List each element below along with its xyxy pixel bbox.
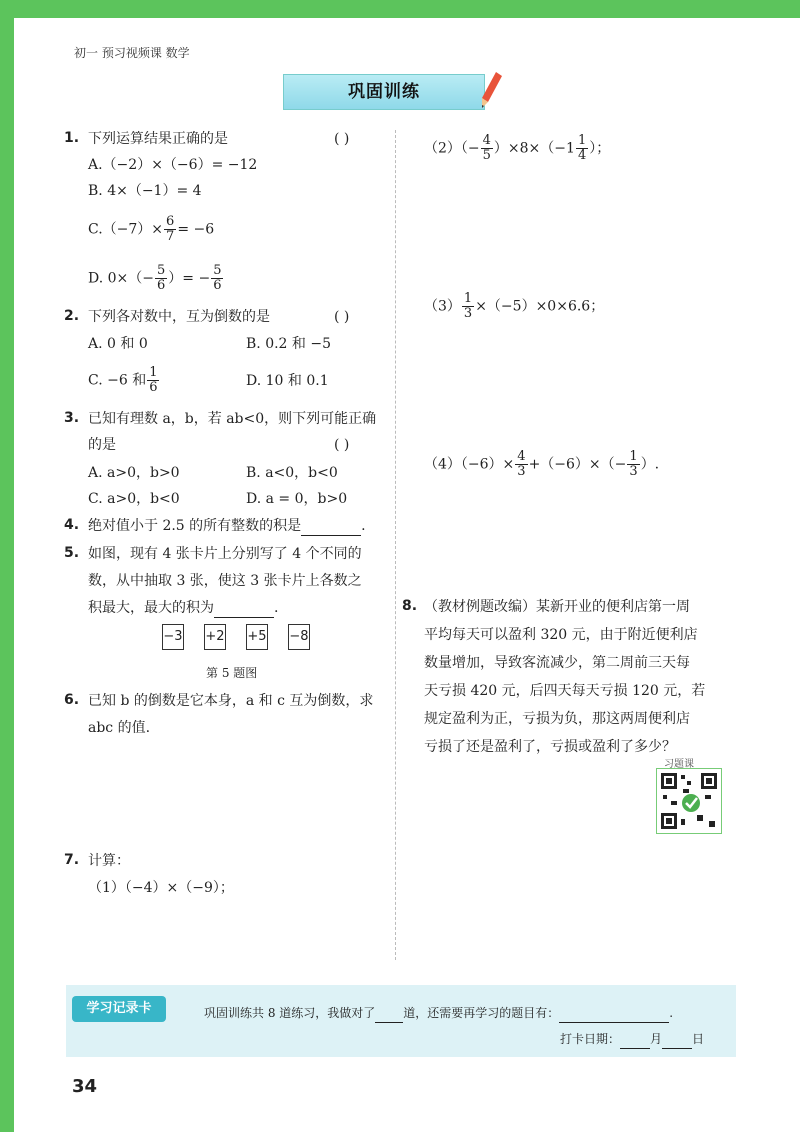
q8-line2: 平均每天可以盈利 320 元，由于附近便利店 [424,627,698,643]
q3-option-c: C. a>0，b<0 [88,491,180,507]
q2-answer-paren: ( ) [334,309,350,325]
q5-line3: 积最大，最大的积为 . [88,600,279,616]
page-header: 初一 预习视频课 数学 [74,46,190,60]
q4-stem: 绝对值小于 2.5 的所有整数的积是 . [88,518,366,534]
q5-number: 5. [64,545,80,561]
q3-option-a: A. a>0，b>0 [88,465,180,481]
q8-line4: 天亏损 420 元，后四天每天亏损 120 元，若 [424,683,706,699]
q2-option-b: B. 0.2 和 −5 [246,336,331,352]
q1-stem: 下列运算结果正确的是 [88,131,228,147]
q6-number: 6. [64,692,80,708]
q5-card: −8 [288,624,310,650]
q5-line1: 如图，现有 4 张卡片上分别写了 4 个不同的 [88,546,362,562]
q5-line2: 数，从中抽取 3 张，使这 3 张卡片上各数之 [88,573,362,589]
section-title-banner [283,74,485,110]
q6-line2: abc 的值. [88,720,151,736]
record-line2: 打卡日期： 月 日 [560,1030,704,1049]
q1-option-b: B. 4×（−1）= 4 [88,183,202,199]
q1-option-c: C.（−7）× $\frac{6}{7}$ = −6 [88,214,215,244]
left-border [0,0,14,1132]
q2-option-c: C. −6 和 $\frac{1}{6}$ [88,365,158,395]
q2-option-a: A. 0 和 0 [88,336,148,352]
q3-number: 3. [64,410,80,426]
page-number: 34 [72,1076,98,1097]
column-divider [395,130,396,960]
q6-line1: 已知 b 的倒数是它本身，a 和 c 互为倒数，求 [88,693,374,709]
pencil-icon [478,70,504,110]
q1-number: 1. [64,130,80,146]
q7-part3: （3） $\frac{1}{3}$ ×（−5）×0×6.6； [424,291,605,321]
qr-label: 习题课 [664,759,694,770]
top-border [0,0,800,18]
q5-card: +5 [246,624,268,650]
qr-code-icon[interactable] [656,768,722,834]
q5-caption: 第 5 题图 [206,666,258,680]
q3-stem-line2: 的是 [88,437,116,453]
q8-line5: 规定盈利为正，亏损为负，那这两周便利店 [424,711,690,727]
q1-option-a: A.（−2）×（−6）= −12 [88,157,258,173]
q5-card: −3 [162,624,184,650]
section-title: 巩固训练 [348,82,420,102]
q8-line1: （教材例题改编）某新开业的便利店第一周 [424,599,690,615]
q7-part2: （2）（− $\frac{4}{5}$ ）×8×（−1 $\frac{1}{4}$ ）； [424,133,611,163]
q7-stem: 计算： [88,853,130,869]
q8-line6: 亏损了还是盈利了，亏损或盈利了多少？ [424,739,676,755]
q8-line3: 数量增加，导致客流减少，第二周前三天每 [424,655,690,671]
q2-number: 2. [64,308,80,324]
q1-answer-paren: ( ) [334,131,350,147]
q2-stem: 下列各对数中，互为倒数的是 [88,309,270,325]
q4-number: 4. [64,517,80,533]
q2-option-d: D. 10 和 0.1 [246,373,329,389]
q1-option-d: D. 0×（− $\frac{5}{6}$ ）= − $\frac{5}{6}$ [88,263,222,293]
record-card-tag: 学习记录卡 [72,996,166,1022]
q3-answer-paren: ( ) [334,437,350,453]
q7-part4: （4）（−6）× $\frac{4}{3}$ +（−6）×（− $\frac{1}{3}$ ）. [424,449,660,479]
q8-number: 8. [402,598,418,614]
q7-part1: （1）（−4）×（−9）； [88,880,234,896]
q5-card: +2 [204,624,226,650]
record-line1: 巩固训练共 8 道练习，我做对了 道，还需要再学习的题目有： . [204,1004,673,1023]
q7-number: 7. [64,852,80,868]
q3-option-b: B. a<0，b<0 [246,465,338,481]
q3-stem-line1: 已知有理数 a，b，若 ab<0，则下列可能正确 [88,411,377,427]
q3-option-d: D. a = 0，b>0 [246,491,348,507]
